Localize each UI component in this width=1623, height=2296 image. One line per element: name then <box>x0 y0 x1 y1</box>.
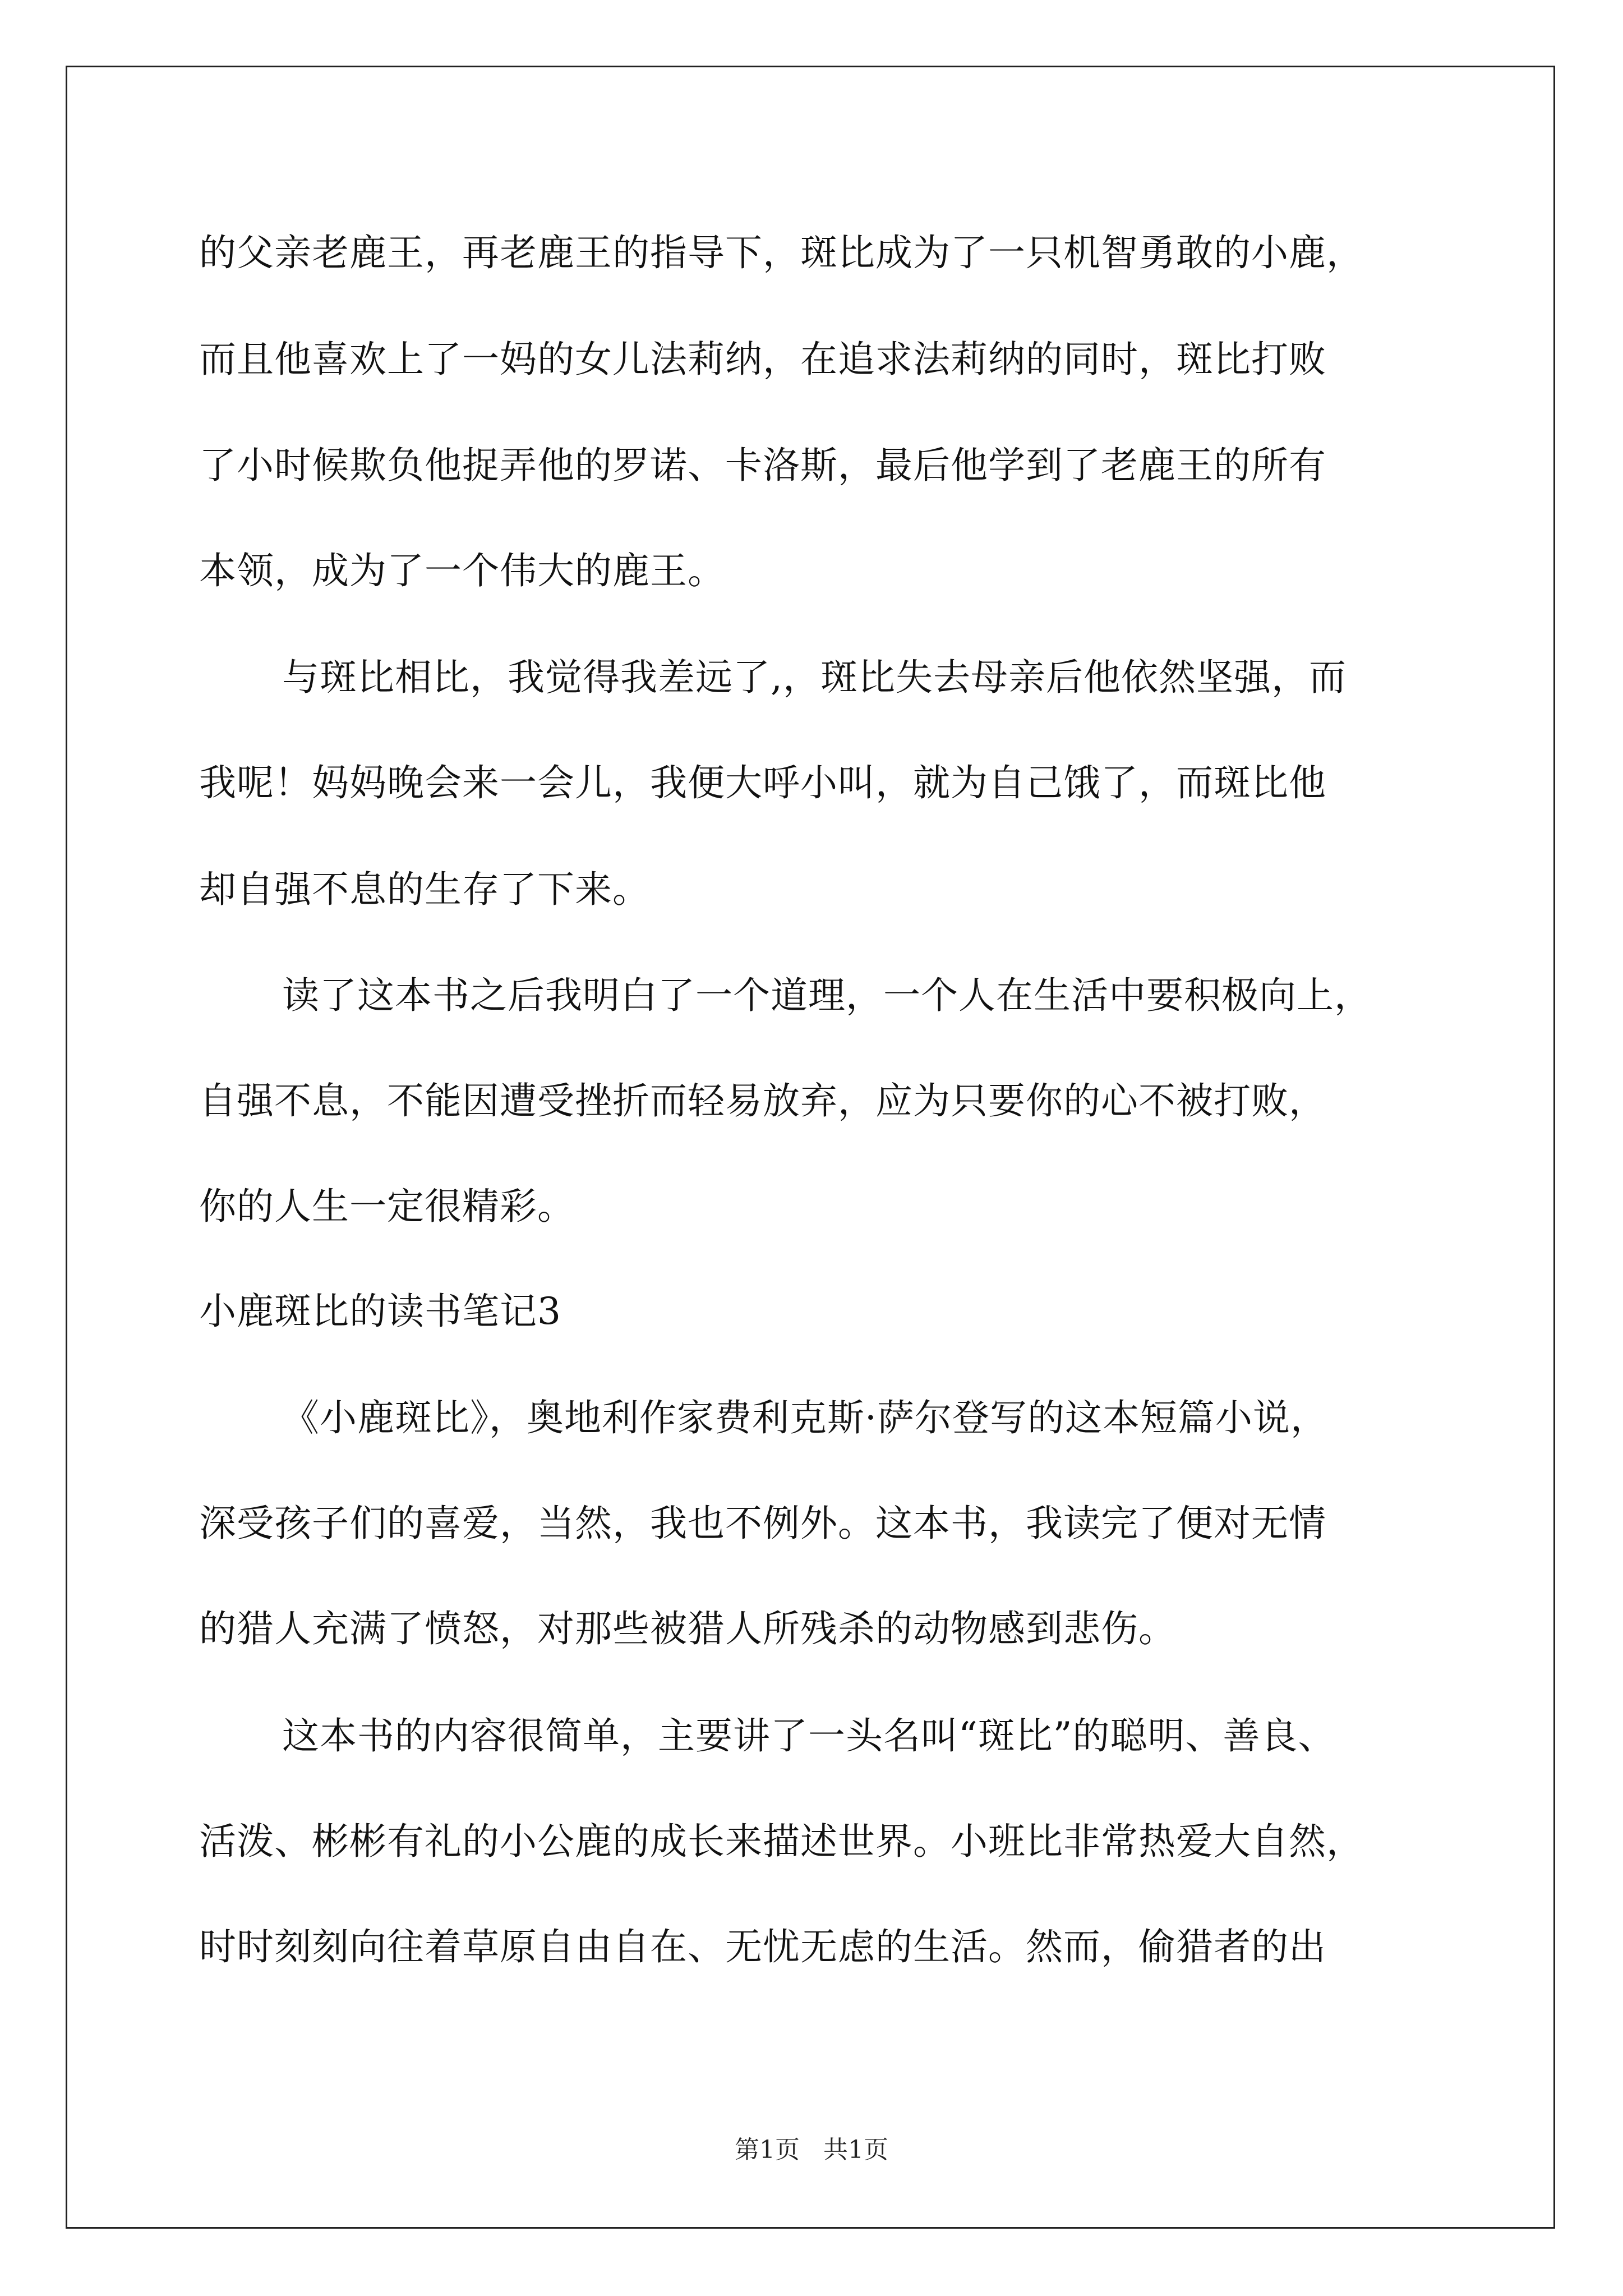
text-line: 的猎人充满了愤怒，对那些被猎人所残杀的动物感到悲伤。 <box>199 1607 1176 1650</box>
text-line: 而且他喜欢上了一妈的女儿法莉纳，在追求法莉纳的同时，斑比打败 <box>199 338 1326 381</box>
paragraph-start: 《小鹿斑比》，奥地利作家费利克斯·萨尔登写的这本短篇小说， <box>282 1396 1328 1439</box>
text-line: 却自强不息的生存了下来。 <box>199 868 650 911</box>
text-line: 你的人生一定很精彩。 <box>199 1185 575 1228</box>
text-line: 的父亲老鹿王，再老鹿王的指导下，斑比成为了一只机智勇敢的小鹿， <box>199 231 1364 274</box>
text-line: 时时刻刻向往着草原自由自在、无忧无虑的生活。然而，偷猎者的出 <box>199 1925 1326 1968</box>
paragraph-start: 这本书的内容很简单，主要讲了一头名叫“斑比”的聪明、善良、 <box>282 1714 1336 1757</box>
paragraph-start: 与斑比相比，我觉得我差远了,，斑比失去母亲后他依然坚强，而 <box>282 656 1347 699</box>
page-border <box>66 66 1555 2229</box>
text-line: 我呢！妈妈晚会来一会儿，我便大呼小叫，就为自己饿了，而斑比他 <box>199 761 1326 804</box>
text-line: 了小时候欺负他捉弄他的罗诺、卡洛斯，最后他学到了老鹿王的所有 <box>199 444 1326 487</box>
section-heading: 小鹿斑比的读书笔记3 <box>199 1290 561 1333</box>
page-footer: 第1页 共1页 <box>735 2136 888 2164</box>
text-line: 深受孩子们的喜爱，当然，我也不例外。这本书，我读完了便对无情 <box>199 1502 1326 1545</box>
paragraph-start: 读了这本书之后我明白了一个道理，一个人在生活中要积极向上， <box>282 974 1372 1017</box>
text-line: 活泼、彬彬有礼的小公鹿的成长来描述世界。小班比非常热爱大自然， <box>199 1820 1364 1863</box>
text-line: 自强不息，不能因遭受挫折而轻易放弃，应为只要你的心不被打败， <box>199 1079 1326 1122</box>
text-line: 本领，成为了一个伟大的鹿王。 <box>199 549 725 592</box>
